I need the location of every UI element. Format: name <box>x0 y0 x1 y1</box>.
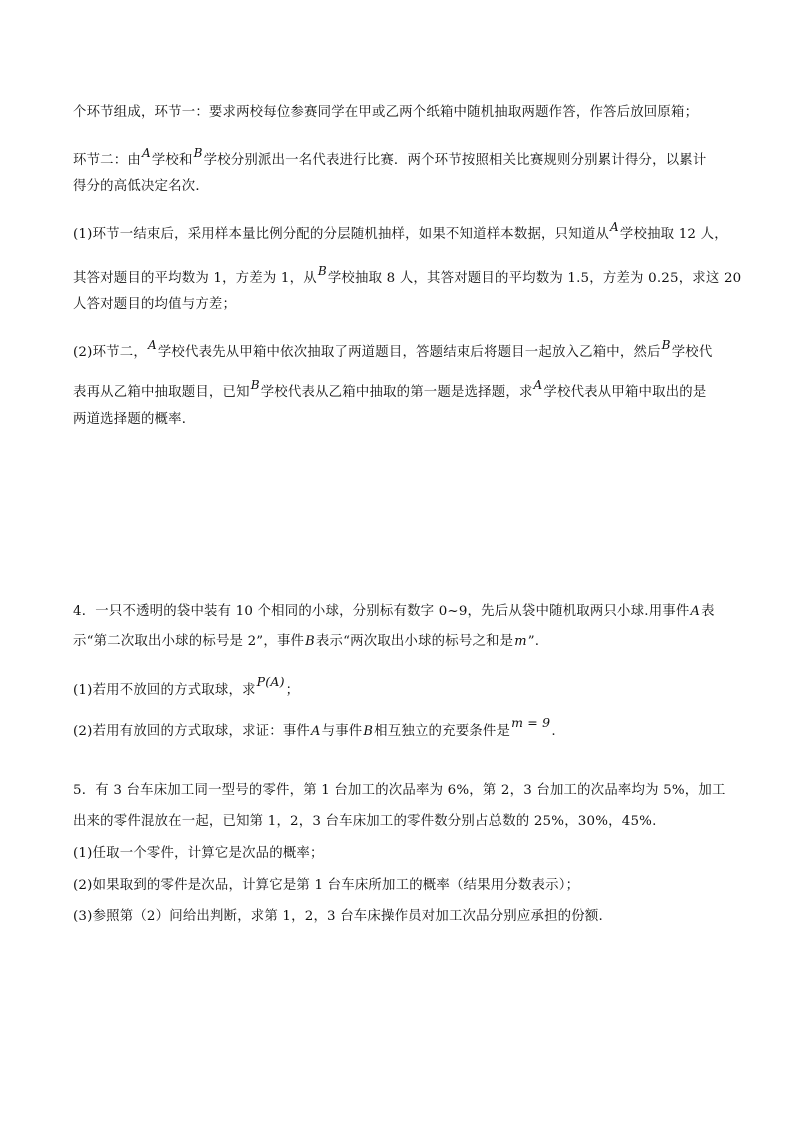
p5-q3-line <box>73 908 603 926</box>
text: ； <box>285 683 300 698</box>
text: (2)环节二， <box>73 345 147 360</box>
p5-line-1 <box>73 782 726 800</box>
p3-line-2 <box>73 146 707 170</box>
math-var-a: A <box>141 146 151 160</box>
text: 学校抽取 8 人，其答对题目的平均数为 1.5，方差为 0.25，求这 20 <box>327 271 742 286</box>
math-var-b: B <box>317 264 327 278</box>
math-condition: m = 9 <box>511 715 551 730</box>
p5-q1-line <box>73 845 324 863</box>
p3-q2-line-3 <box>73 411 195 429</box>
p3-q1-line-3 <box>73 296 236 314</box>
text: (2)若用有放回的方式取球，求证：事件 <box>73 724 311 739</box>
text: 表示“两次取出小球的标号之和是 <box>315 634 514 649</box>
math-var-a: A <box>610 220 619 234</box>
math-var-b: B <box>363 724 374 739</box>
text: 两道选择题的概率． <box>73 412 196 427</box>
text: 示“第二次取出小球的标号是 2”，事件 <box>73 634 305 649</box>
text: 人答对题目的均值与方差； <box>73 297 237 312</box>
p5-line-2 <box>73 813 657 831</box>
text: 与事件 <box>321 724 363 739</box>
p4-q1-line <box>73 674 300 700</box>
text: 相互独立的充要条件是 <box>374 724 511 739</box>
math-var-m: m <box>514 634 527 649</box>
math-var-b: B <box>250 378 260 392</box>
math-var-b: B <box>193 146 203 160</box>
p4-line-2 <box>73 633 539 651</box>
text: 学校分别派出一名代表进行比赛．两个环节按照相关比赛规则分别累计得分，以累计 <box>203 153 707 168</box>
text: 得分的高低决定名次． <box>73 179 209 194</box>
text: 学校代表从甲箱中取出的是 <box>543 385 707 400</box>
math-var-a: A <box>533 378 543 392</box>
p4-line-1 <box>73 603 715 621</box>
text: 学校代表从乙箱中抽取的第一题是选择题，求 <box>260 385 533 400</box>
text: (1)任取一个零件，计算它是次品的概率； <box>73 846 324 861</box>
text: 表 <box>701 604 715 619</box>
text: 个环节组成，环节一：要求两校每位参赛同学在甲或乙两个纸箱中随机抽取两题作答，作答后放回原箱； <box>73 105 699 120</box>
text: 其答对题目的平均数为 1，方差为 1，从 <box>73 271 317 286</box>
p5-q2-line <box>73 877 579 895</box>
p3-q2-line-2 <box>73 378 707 402</box>
text: (2)如果取到的零件是次品，计算它是第 1 台车床所加工的概率（结果用分数表示）； <box>73 878 580 893</box>
text: (1)若用不放回的方式取球，求 <box>73 683 256 698</box>
p3-q2-line-1 <box>73 338 713 362</box>
text: ”. <box>527 634 540 649</box>
text: 5．有 3 台车床加工同一型号的零件，第 1 台加工的次品率为 6%，第 2，3 台加工的次品率均为 5%，加工 <box>73 783 726 798</box>
text: 学校和 <box>151 153 193 168</box>
text: (1)环节一结束后，采用样本量比例分配的分层随机抽样，如果不知道样本数据，只知道从 <box>73 227 610 242</box>
p3-q1-line-2 <box>73 264 742 288</box>
p4-q2-line <box>73 715 556 741</box>
text: . <box>551 724 556 739</box>
math-var-b: B <box>305 634 315 649</box>
text: 4．一只不透明的袋中装有 10 个相同的小球，分别标有数字 0~9，先后从袋中随机取两只小球.用事件 <box>73 604 690 619</box>
text: 学校代表先从甲箱中依次抽取了两道题目，答题结束后将题目一起放入乙箱中，然后 <box>157 345 661 360</box>
text: 学校抽取 12 人， <box>619 227 728 242</box>
math-var-a: A <box>147 338 157 352</box>
math-prob-a: P(A) <box>256 674 285 689</box>
p3-q1-line-1 <box>73 220 728 244</box>
text: 学校代 <box>671 345 713 360</box>
text: (3)参照第（2）问给出判断，求第 1，2，3 台车床操作员对加工次品分别应承担的份额. <box>73 909 603 924</box>
text: 出来的零件混放在一起，已知第 1，2，3 台车床加工的零件数分别占总数的 25%，30%，45%. <box>73 814 657 829</box>
math-var-a: A <box>311 724 321 739</box>
math-var-a: A <box>690 604 701 619</box>
math-var-b: B <box>661 338 671 352</box>
text: 表再从乙箱中抽取题目，已知 <box>73 385 250 400</box>
p3-line-1 <box>73 104 698 122</box>
p3-line-3 <box>73 178 209 196</box>
text: 环节二：由 <box>73 153 141 168</box>
